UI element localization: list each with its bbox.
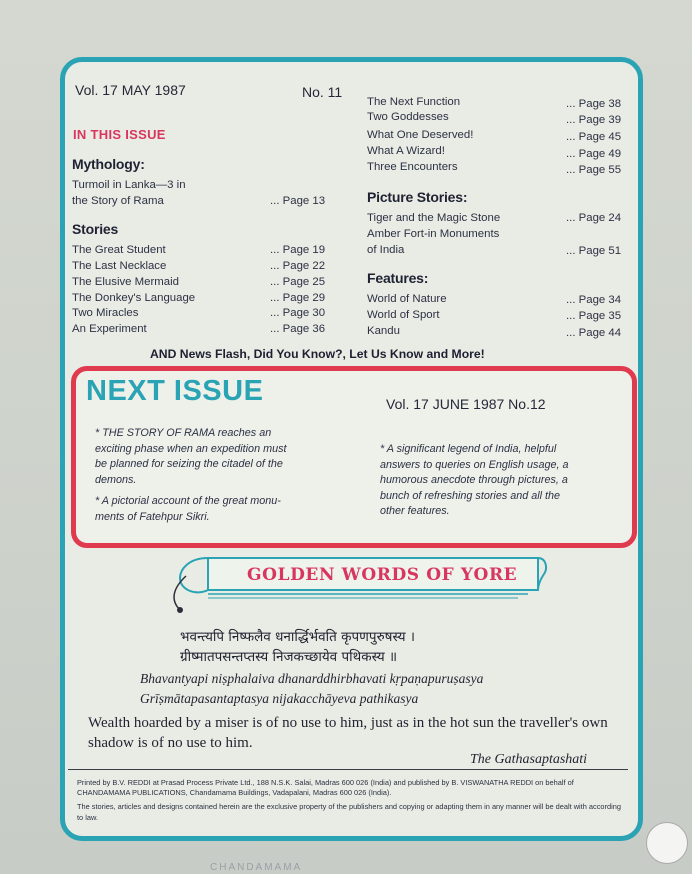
- story-title: The Elusive Mermaid: [72, 276, 179, 288]
- library-stamp-icon: [646, 822, 688, 864]
- note-line: * A significant legend of India, helpful: [380, 443, 557, 455]
- story-title: Three Encounters: [367, 161, 458, 173]
- feature-title: World of Nature: [367, 293, 447, 305]
- picture-story-title-line2: of India: [367, 244, 405, 256]
- feature-page: ... Page 35: [566, 310, 622, 322]
- in-this-issue-heading: IN THIS ISSUE: [73, 127, 166, 142]
- imprint-text: [77, 778, 625, 823]
- story-page: ... Page 39: [566, 114, 622, 126]
- mythology-page: ... Page 13: [270, 195, 326, 207]
- mythology-title-line1: Turmoil in Lanka—3 in: [72, 179, 186, 191]
- next-issue-title: NEXT ISSUE: [86, 375, 264, 407]
- picture-story-title: Tiger and the Magic Stone: [367, 212, 501, 224]
- note-line: demons.: [95, 473, 137, 486]
- note-line: answers to queries on English usage, a: [380, 458, 569, 471]
- story-page: ... Page 38: [566, 98, 622, 110]
- sanskrit-line: भवन्त्यपि निष्फलैव धनार्द्धिर्भवति कृपणपुरुषस्य ।: [180, 629, 415, 645]
- note-line: bunch of refreshing stories and all the: [380, 489, 561, 502]
- next-issue-volume: Vol. 17 JUNE 1987 No.12: [386, 396, 546, 412]
- bottom-strip-text: CHANDAMAMA: [210, 862, 303, 873]
- issue-volume: Vol. 17 MAY 1987: [75, 82, 186, 98]
- note-line: ments of Fatehpur Sikri.: [95, 510, 210, 523]
- picture-story-title-line1: Amber Fort-in Monuments: [367, 228, 500, 240]
- mythology-title-line2: the Story of Rama: [72, 195, 164, 207]
- english-translation: Wealth hoarded by a miser is of no use to him, just as in the hot sun the traveller's own shadow is of no use to him.: [88, 715, 608, 751]
- feature-page: ... Page 44: [566, 327, 622, 339]
- story-page: ... Page 25: [270, 276, 326, 288]
- story-title: The Great Student: [72, 244, 166, 256]
- story-title: The Next Function: [367, 96, 461, 108]
- feature-title: Kandu: [367, 325, 400, 337]
- story-title: What One Deserved!: [367, 129, 474, 141]
- picture-stories-heading: Picture Stories:: [367, 189, 468, 205]
- story-page: ... Page 19: [270, 244, 326, 256]
- story-page: ... Page 55: [566, 164, 622, 176]
- imprint-paragraph: The stories, articles and designs contained herein are the exclusive property of the publishers and copying or adapting them in any manner will be dealt with according to law.: [77, 802, 621, 822]
- story-page: ... Page 49: [566, 148, 622, 160]
- sanskrit-line: ग्रीष्मातपसन्तप्तस्य निजकच्छायेव पथिकस्य ॥: [180, 649, 398, 665]
- story-title: The Donkey's Language: [72, 292, 196, 304]
- story-title: Two Miracles: [72, 307, 139, 319]
- story-title: Two Goddesses: [367, 111, 449, 123]
- note-line: other features.: [380, 505, 450, 517]
- transliteration-line: Bhavantyapi niṣphalaiva dhanarddhirbhavati kṛpaṇapuruṣasya: [140, 671, 484, 686]
- story-page: ... Page 45: [566, 131, 622, 143]
- feature-title: World of Sport: [367, 309, 440, 321]
- story-page: ... Page 22: [270, 260, 326, 272]
- note-line: be planned for seizing the citadel of the: [95, 458, 283, 470]
- imprint-paragraph: Printed by B.V. REDDI at Prasad Process Private Ltd., 188 N.S.K. Salai, Madras 600 026 (India) and published by B. VISWANATHA REDDI on behalf of CHANDAMAMA PUBLICATIONS, Chandamama Buildings, Vadapalani, Madras 600 026 (India).: [77, 778, 574, 798]
- next-issue-right-note: [380, 442, 620, 520]
- story-title: An Experiment: [72, 323, 147, 335]
- features-heading: Features:: [367, 270, 429, 286]
- story-title: What A Wizard!: [367, 145, 445, 157]
- story-page: ... Page 29: [270, 292, 326, 304]
- note-line: * A pictorial account of the great monu-: [95, 495, 281, 507]
- picture-story-page: ... Page 24: [566, 212, 622, 224]
- stories-heading: Stories: [72, 221, 119, 237]
- and-news-line: AND News Flash, Did You Know?, Let Us Know and More!: [150, 347, 485, 361]
- golden-words-title: GOLDEN WORDS OF YORE: [247, 565, 518, 585]
- picture-story-page: ... Page 51: [566, 245, 622, 257]
- story-title: The Last Necklace: [72, 260, 167, 272]
- note-line: exciting phase when an expedition must: [95, 442, 287, 455]
- issue-number: No. 11: [302, 84, 343, 100]
- note-line: * THE STORY OF RAMA reaches an: [95, 427, 272, 439]
- note-line: humorous anecdote through pictures, a: [380, 474, 568, 486]
- quote-source: The Gathasaptashati: [470, 752, 588, 767]
- transliteration-line: Grīṣmātapasantaptasya nijakacchāyeva pathikasya: [140, 691, 419, 706]
- next-issue-left-note: [95, 426, 335, 525]
- feature-page: ... Page 34: [566, 294, 622, 306]
- story-page: ... Page 36: [270, 323, 326, 335]
- story-page: ... Page 30: [270, 307, 326, 319]
- mythology-heading: Mythology:: [72, 156, 145, 172]
